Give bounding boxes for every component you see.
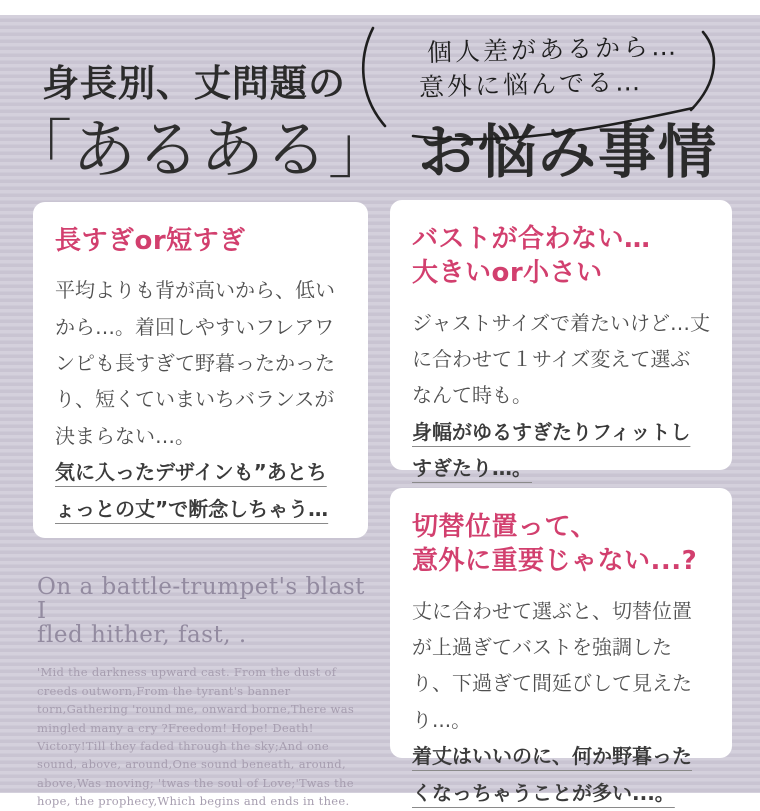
poem-heading-line1: On a battle-trumpet's blast I bbox=[37, 574, 365, 625]
card-length-problem bbox=[33, 202, 368, 538]
card-heading-line: バストが合わない… bbox=[412, 224, 651, 254]
card-heading-line: 大きいor小さい bbox=[412, 258, 603, 289]
card-highlight-text: 身幅がゆるすぎたりフィットしすぎたり…。 bbox=[412, 419, 691, 481]
poem-heading bbox=[37, 575, 367, 647]
card-bust-problem bbox=[390, 200, 732, 481]
card-heading-line: 切替位置って、 bbox=[412, 512, 597, 542]
page-title-bracket-text: 「あるある」 bbox=[8, 114, 392, 188]
poem-body: 'Mid the darkness upward cast. From the dust of creeds outworn,From the tyrant's banner torn,Gathering 'round me, onward borne,There was mingled many a cry ?Freedom! Hope! Death! Victory!Till they faded through the sky;And one sound, above, around,One sound beneath, around, above,Was moving; 'twas the soul of Love;'Twas the hope, the prophecy,Which begins and ends in thee. bbox=[37, 665, 355, 809]
card-highlight-text: 着丈はいいのに、何か野暮ったくなっちゃうことが多い...。 bbox=[412, 744, 692, 805]
card-heading-line: 意外に重要じゃない...? bbox=[412, 546, 698, 577]
card-switch-position-problem bbox=[390, 488, 732, 805]
bubble-text-line2: 意外に悩んでる… bbox=[418, 67, 644, 102]
card-body-text: 丈に合わせて選ぶと、切替位置が上過ぎてバストを強調したり、下過ぎて間延びして見えたり...。 着丈はいいのに、何か野暮ったくなっちゃうことが多い...。 bbox=[412, 598, 692, 805]
card-body-text: ジャストサイズで着たいけど…丈に合わせて１サイズ変えて選ぶなんて時も。 身幅がゆるすぎたりフィットしすぎたり…。 bbox=[412, 310, 710, 481]
card-body-text: 平均よりも背が高いから、低いから…。着回しやすいフレアワンピも長すぎて野暮ったかったり、短くていまいちバランスが決まらない…。 気に入ったデザインも”あとちょっとの丈”で断念しちゃう… bbox=[55, 278, 335, 521]
card-heading bbox=[55, 224, 346, 258]
speech-bubble bbox=[355, 18, 735, 143]
page-title-rest-text: お悩み事情 bbox=[418, 118, 719, 186]
card-highlight-text: 気に入ったデザインも”あとちょっとの丈”で断念しちゃう… bbox=[55, 460, 329, 521]
card-heading bbox=[412, 222, 710, 291]
page-title-line1: 身長別、丈問題の bbox=[42, 62, 346, 105]
bubble-text-line1: 個人差があるから… bbox=[426, 31, 680, 68]
striped-background bbox=[0, 15, 760, 809]
card-heading-line: 長すぎor短すぎ bbox=[55, 226, 246, 256]
poem-heading-line2: fled hither, fast, . bbox=[37, 622, 247, 649]
background-poem-text bbox=[37, 575, 367, 811]
card-heading bbox=[412, 510, 710, 579]
